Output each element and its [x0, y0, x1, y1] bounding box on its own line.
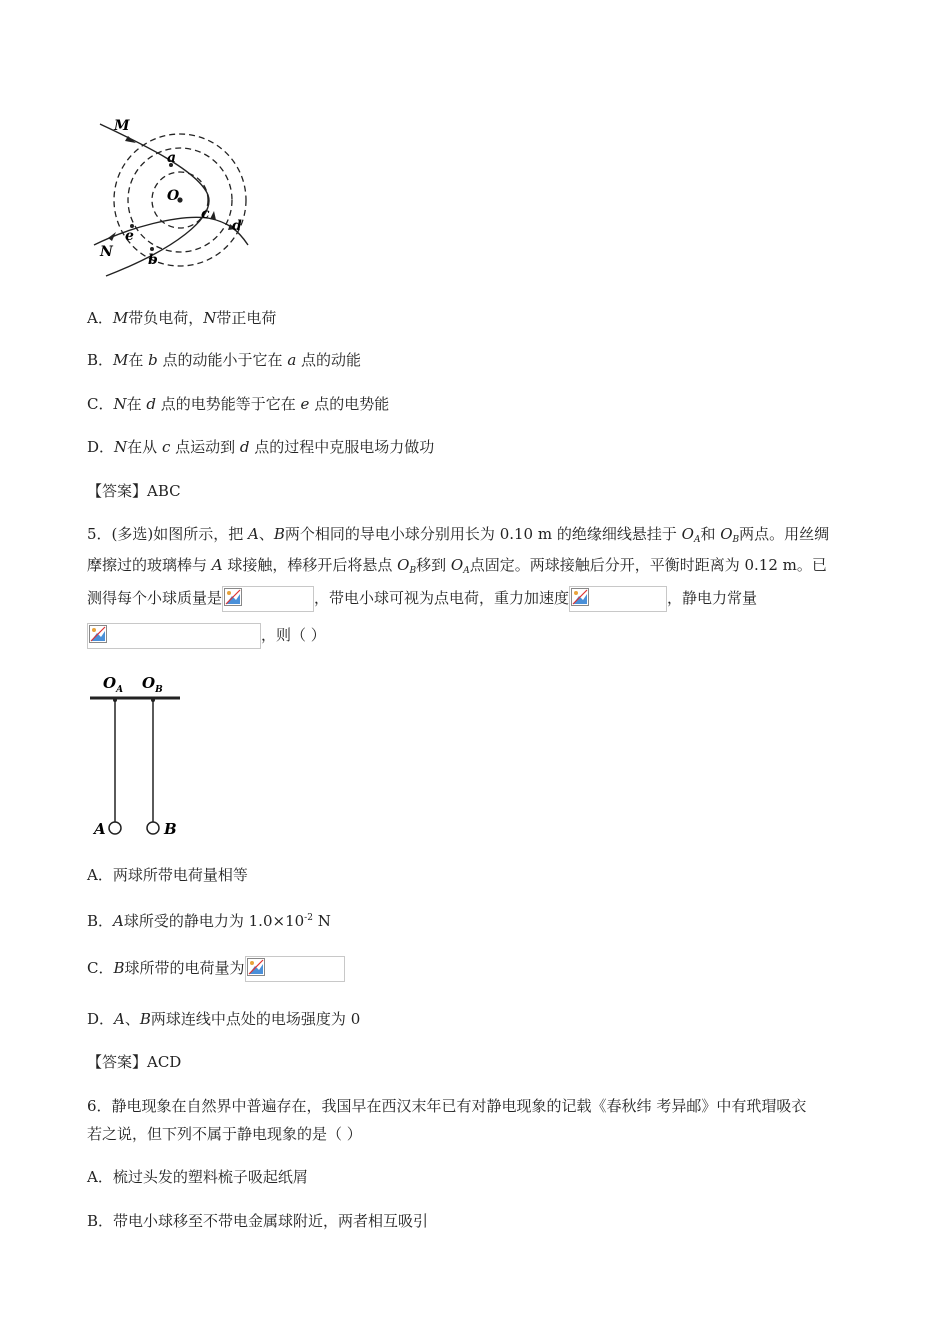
label-OB: $O_B$: [142, 674, 163, 695]
q6-option-b: B．带电小球移至不带电金属球附近，两者相互吸引: [87, 1212, 429, 1230]
q5-answer: 【答案】ACD: [87, 1053, 182, 1071]
q6-option-a: A．梳过头发的塑料梳子吸起纸屑: [87, 1168, 308, 1186]
point-b-dot: [150, 247, 154, 251]
broken-image-icon: [247, 958, 265, 976]
q5-stem-line1: 5．(多选)如图所示，把 A、B两个相同的导电小球分别用长为 0.10 m 的绝缘细线悬挂于 $O_A$和 $O_B$两点。用丝绸: [87, 525, 830, 545]
label-a: a: [167, 150, 177, 166]
label-d: d: [232, 218, 242, 234]
label-B: B: [164, 820, 177, 838]
q5-stem-line2: 摩擦过的玻璃棒与 A 球接触，棒移开后将悬点 $O_B$移到 $O_A$点固定。两球接触后分开，平衡时距离为 0.12 m。已: [87, 556, 827, 576]
q4-option-a: A．M带负电荷，N带正电荷: [87, 309, 277, 327]
pendulum-figure: [88, 670, 198, 845]
missing-formula-image-charge: [245, 956, 345, 982]
q4-option-b: B．M在 b 点的动能小于它在 a 点的动能: [87, 351, 362, 369]
field-trajectory-figure: [88, 110, 258, 285]
missing-formula-image-coulomb-constant: [87, 623, 261, 649]
label-M: M: [114, 118, 130, 134]
missing-formula-image-gravity: [569, 586, 667, 612]
broken-image-icon: [571, 588, 589, 606]
ball-B: [147, 822, 159, 834]
missing-formula-image-mass: [222, 586, 314, 612]
ball-A: [109, 822, 121, 834]
label-c: c: [201, 206, 210, 222]
q4-option-d: D．N在从 c 点运动到 d 点的过程中克服电场力做功: [87, 438, 435, 456]
q5-option-c: C．B球所带的电荷量为: [87, 954, 345, 982]
q5-option-d: D．A、B两球连线中点处的电场强度为 0: [87, 1010, 361, 1028]
q5-stem-line3: 测得每个小球质量是 ，带电小球可视为点电荷，重力加速度 ，静电力常量: [87, 584, 757, 612]
q4-answer: 【答案】ABC: [87, 482, 181, 500]
label-A: A: [94, 820, 106, 838]
label-O: O: [167, 188, 180, 204]
q5-option-b: B．A球所受的静电力为 $1.0\times 10^{-2}$ N: [87, 912, 331, 930]
arrow-N: [108, 232, 116, 241]
q5-option-a: A．两球所带电荷量相等: [87, 866, 248, 884]
broken-image-icon: [89, 625, 107, 643]
label-b: b: [148, 252, 158, 268]
q4-option-c: C．N在 d 点的电势能等于它在 e 点的电势能: [87, 395, 390, 413]
q6-stem-line1: 6．静电现象在自然界中普遍存在，我国早在西汉末年已有对静电现象的记载《春秋纬 考异邮》中有玳瑁吸衣: [87, 1097, 807, 1115]
q6-stem-line2: 若之说，但下列不属于静电现象的是（ ）: [87, 1125, 362, 1143]
label-e: e: [125, 228, 134, 244]
label-N: N: [100, 244, 113, 260]
label-OA: $O_A$: [103, 674, 124, 695]
arrow-c: [210, 211, 216, 220]
broken-image-icon: [224, 588, 242, 606]
q5-stem-line4: ，则（ ）: [87, 621, 326, 649]
